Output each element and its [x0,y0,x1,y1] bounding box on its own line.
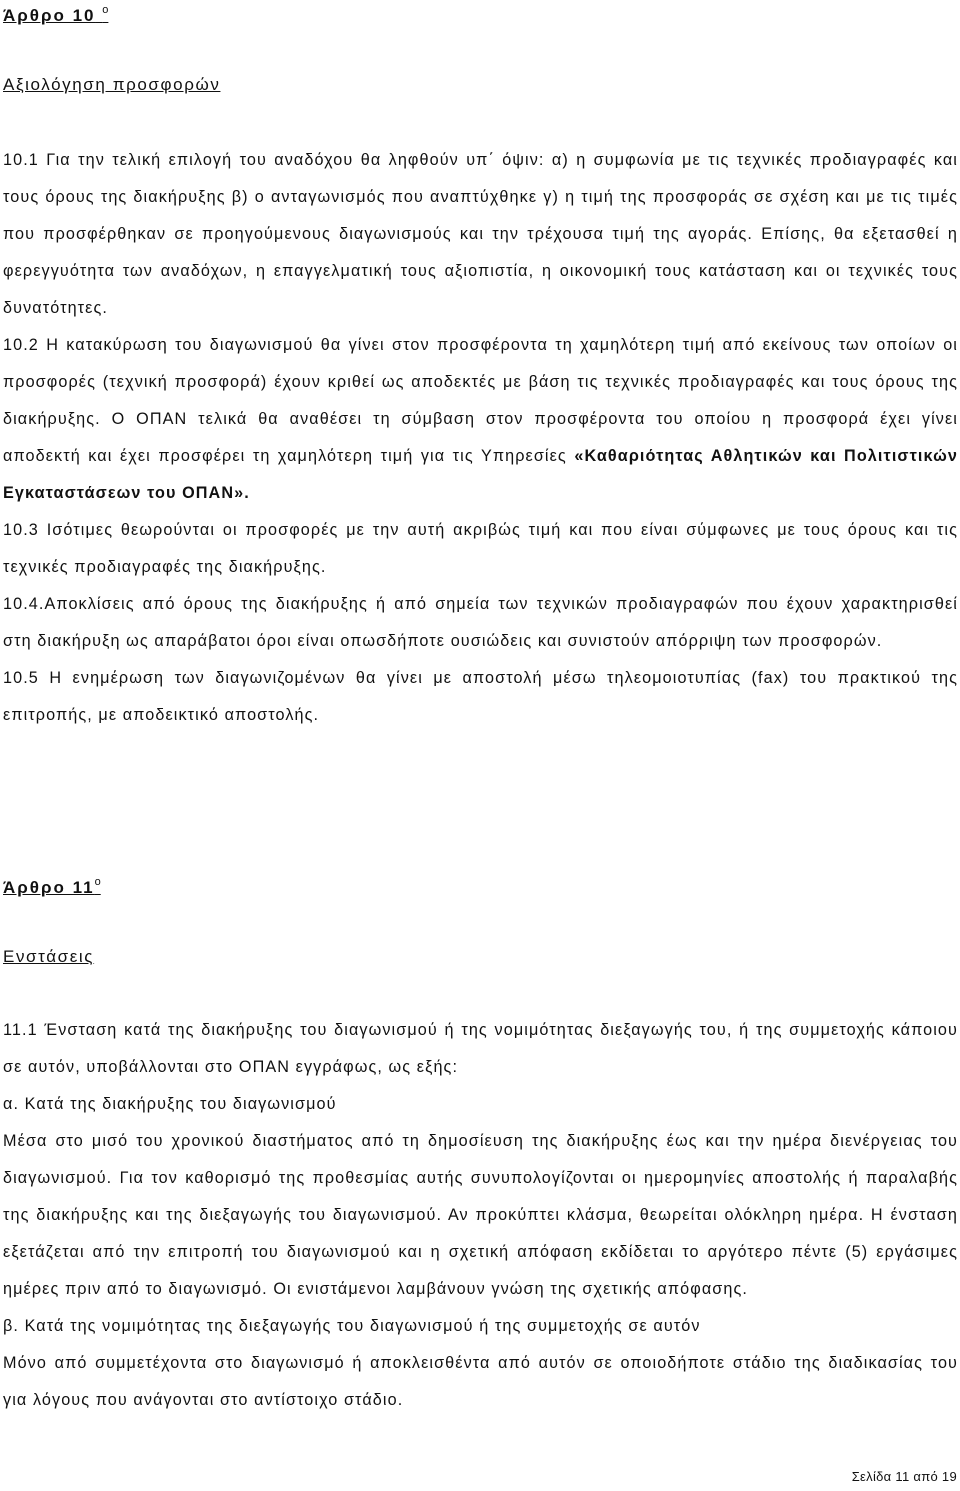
article-10-subheading: Αξιολόγηση προσφορών [3,75,221,94]
paragraph-10-2-text: 10.2 Η κατακύρωση του διαγωνισμού θα γίνει στον προσφέροντα τη χαμηλότερη τιμή από εκείνους των οποίων οι προσφορές (τεχνική προσφορά) έχουν κριθεί ως αποδεκτές με βάση τις τεχνικές προδιαγραφές και τους όρους της διακήρυξης. Ο ΟΠΑΝ τελικά θα αναθέσει τη σύμβαση στον προσφέροντα του οποίου η προσφορά έχει γίνει αποδεκτή και έχει προσφέρει τη χαμηλότερη τιμή για τις Υπηρεσίες [3,336,958,465]
article-10-heading-text: Άρθρο 10 [3,6,96,25]
paragraph-10-1: 10.1 Για την τελική επιλογή του αναδόχου θα ληφθούν υπ΄ όψιν: α) η συμφωνία με τις τεχνικές προδιαγραφές και τους όρους της διακήρυξης β) ο ανταγωνισμός που αναπτύχθηκε γ) η τιμή της προσφοράς σε σχέση και με τις τιμές που προσφέρθηκαν σε προηγούμενους διαγωνισμούς και την τρέχουσα τιμή της αγοράς. Επίσης, θα εξετασθεί η φερεγγυότητα των αναδόχων, η επαγγελματική τους αξιοπιστία, η οικονομική τους κατάσταση και οι τεχνικές τους δυνατότητες. [3,151,958,317]
page-number-footer: Σελίδα 11 από 19 [851,1469,957,1484]
article-11-body [3,1012,958,1419]
paragraph-10-2 [3,327,958,512]
article-10-heading [3,4,108,26]
paragraph-10-2-bold: «Καθαριότητας Αθλητικών και Πολιτιστικών Εγκαταστάσεων του ΟΠΑΝ». [3,447,958,502]
paragraph-10-4: 10.4.Αποκλίσεις από όρους της διακήρυξης ή από σημεία των τεχνικών προδιαγραφών που έχουν χαρακτηρισθεί στη διακήρυξη ως απαράβατοι όροι είναι οπωσδήποτε ουσιώδεις και συνιστούν απόρριψη των προσφορών. [3,595,958,650]
paragraph-10-5: 10.5 Η ενημέρωση των διαγωνιζομένων θα γίνει με αποστολή μέσω τηλεομοιοτυπίας (fax) του πρακτικού της επιτροπής, με αποδεικτικό αποστολής. [3,669,958,724]
article-11-heading-text: Άρθρο 11 [3,878,95,897]
article-10-body [3,142,958,734]
paragraph-11-a-title: α. Κατά της διακήρυξης του διαγωνισμού [3,1095,337,1113]
paragraph-10-3: 10.3 Ισότιμες θεωρούνται οι προσφορές με την αυτή ακριβώς τιμή και που είναι σύμφωνες με τους όρους και τις τεχνικές προδιαγραφές της διακήρυξης. [3,521,958,576]
paragraph-11-1: 11.1 Ένσταση κατά της διακήρυξης του διαγωνισμού ή της νομιμότητας διεξαγωγής του, ή της συμμετοχής κάποιου σε αυτόν, υποβάλλονται στο ΟΠΑΝ εγγράφως, ως εξής: [3,1021,958,1076]
paragraph-11-b-body: Μόνο από συμμετέχοντα στο διαγωνισμό ή αποκλεισθέντα από αυτόν σε οποιοδήποτε στάδιο της διαδικασίας του για λόγους που ανάγονται στο αντίστοιχο στάδιο. [3,1354,958,1409]
paragraph-11-a-body: Μέσα στο μισό του χρονικού διαστήματος από τη δημοσίευση της διακήρυξης έως και την ημέρα διενέργειας του διαγωνισμού. Για τον καθορισμό της προθεσμίας αυτής συνυπολογίζονται οι ημερομηνίες αποστολής ή παραλαβής της διακήρυξης και της διεξαγωγής του διαγωνισμού. Αν προκύπτει κλάσμα, θεωρείται ολόκληρη ημέρα. Η ένσταση εξετάζεται από την επιτροπή του διαγωνισμού και η σχετική απόφαση εκδίδεται το αργότερο πέντε (5) εργάσιμες ημέρες πριν από το διαγωνισμό. Οι ενιστάμενοι λαμβάνουν γνώση της σχετικής απόφασης. [3,1132,958,1298]
article-11-heading [3,876,101,898]
article-11-subheading: Ενστάσεις [3,947,95,966]
article-10-heading-sup: ο [102,4,109,16]
article-11-heading-sup: ο [94,876,101,888]
paragraph-11-b-title: β. Κατά της νομιμότητας της διεξαγωγής του διαγωνισμού ή της συμμετοχής σε αυτόν [3,1317,701,1335]
